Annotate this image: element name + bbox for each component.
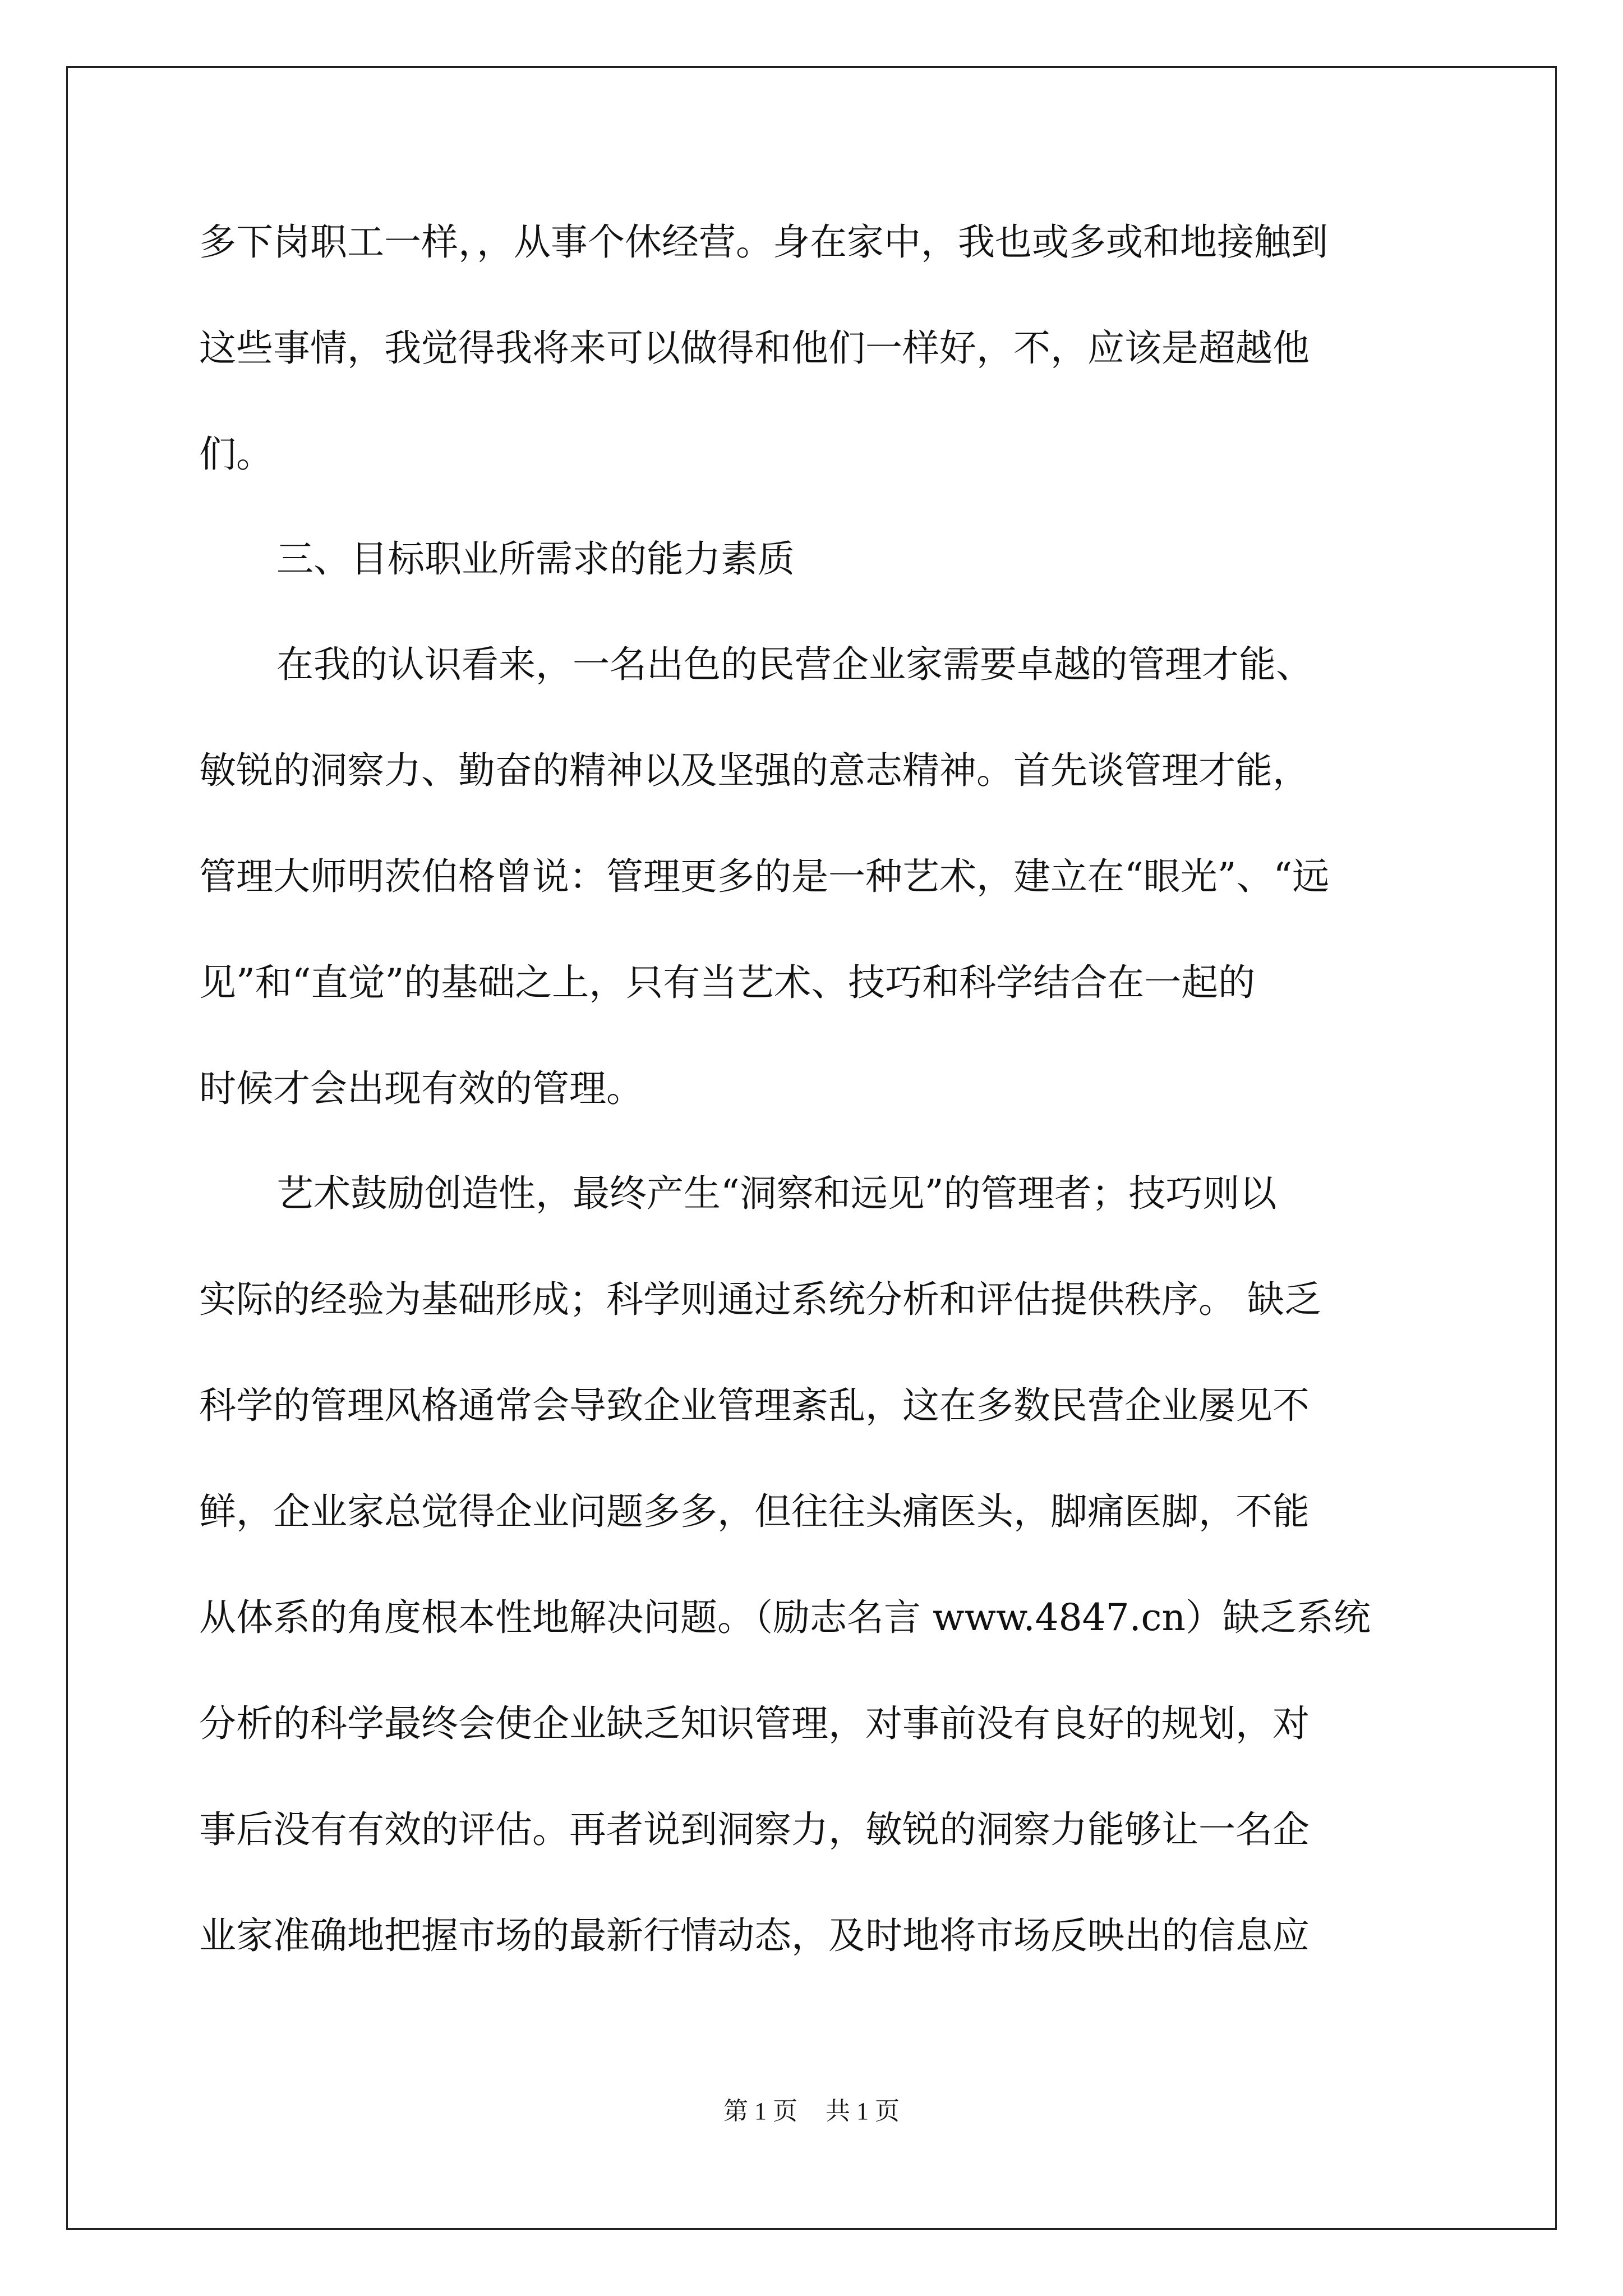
text-line: 鲜，企业家总觉得企业问题多多，但往往头痛医头，脚痛医脚，不能 bbox=[199, 1490, 1310, 1533]
section-heading: 三、目标职业所需求的能力素质 bbox=[276, 537, 795, 581]
text-line: 管理大师明茨伯格曾说：管理更多的是一种艺术，建立在“眼光”、“远 bbox=[199, 855, 1330, 898]
text-line: 事后没有有效的评估。再者说到洞察力，敏锐的洞察力能够让一名企 bbox=[199, 1808, 1310, 1851]
text-line: 时候才会出现有效的管理。 bbox=[199, 1067, 643, 1110]
text-line: 业家准确地把握市场的最新行情动态，及时地将市场反映出的信息应 bbox=[199, 1914, 1310, 1957]
text-line: 多下岗职工一样，，从事个休经营。身在家中，我也或多或和地接触到 bbox=[199, 220, 1328, 264]
text-line: 分析的科学最终会使企业缺乏知识管理，对事前没有良好的规划，对 bbox=[199, 1702, 1310, 1745]
text-line: 科学的管理风格通常会导致企业管理紊乱，这在多数民营企业屡见不 bbox=[199, 1384, 1310, 1427]
page-footer bbox=[0, 2099, 1623, 2124]
text-line: 敏锐的洞察力、勤奋的精神以及坚强的意志精神。首先谈管理才能， bbox=[199, 749, 1310, 792]
page-border bbox=[66, 66, 1557, 2230]
text-line: 实际的经验为基础形成；科学则通过系统分析和评估提供秩序。 缺乏 bbox=[199, 1278, 1321, 1321]
text-line: 在我的认识看来，一名出色的民营企业家需要卓越的管理才能、 bbox=[276, 643, 1313, 686]
text-line: 见”和“直觉”的基础之上，只有当艺术、技巧和科学结合在一起的 bbox=[199, 961, 1256, 1004]
text-line: 这些事情，我觉得我将来可以做得和他们一样好，不，应该是超越他 bbox=[199, 326, 1310, 370]
text-line: 们。 bbox=[199, 432, 273, 476]
page-total: 共 1 页 bbox=[826, 2097, 900, 2125]
text-line: 艺术鼓励创造性，最终产生“洞察和远见”的管理者；技巧则以 bbox=[276, 1172, 1277, 1215]
page-number: 第 1 页 bbox=[723, 2097, 797, 2125]
text-line: 从体系的角度根本性地解决问题。（励志名言 www.4847.cn）缺乏系统 bbox=[199, 1596, 1371, 1639]
